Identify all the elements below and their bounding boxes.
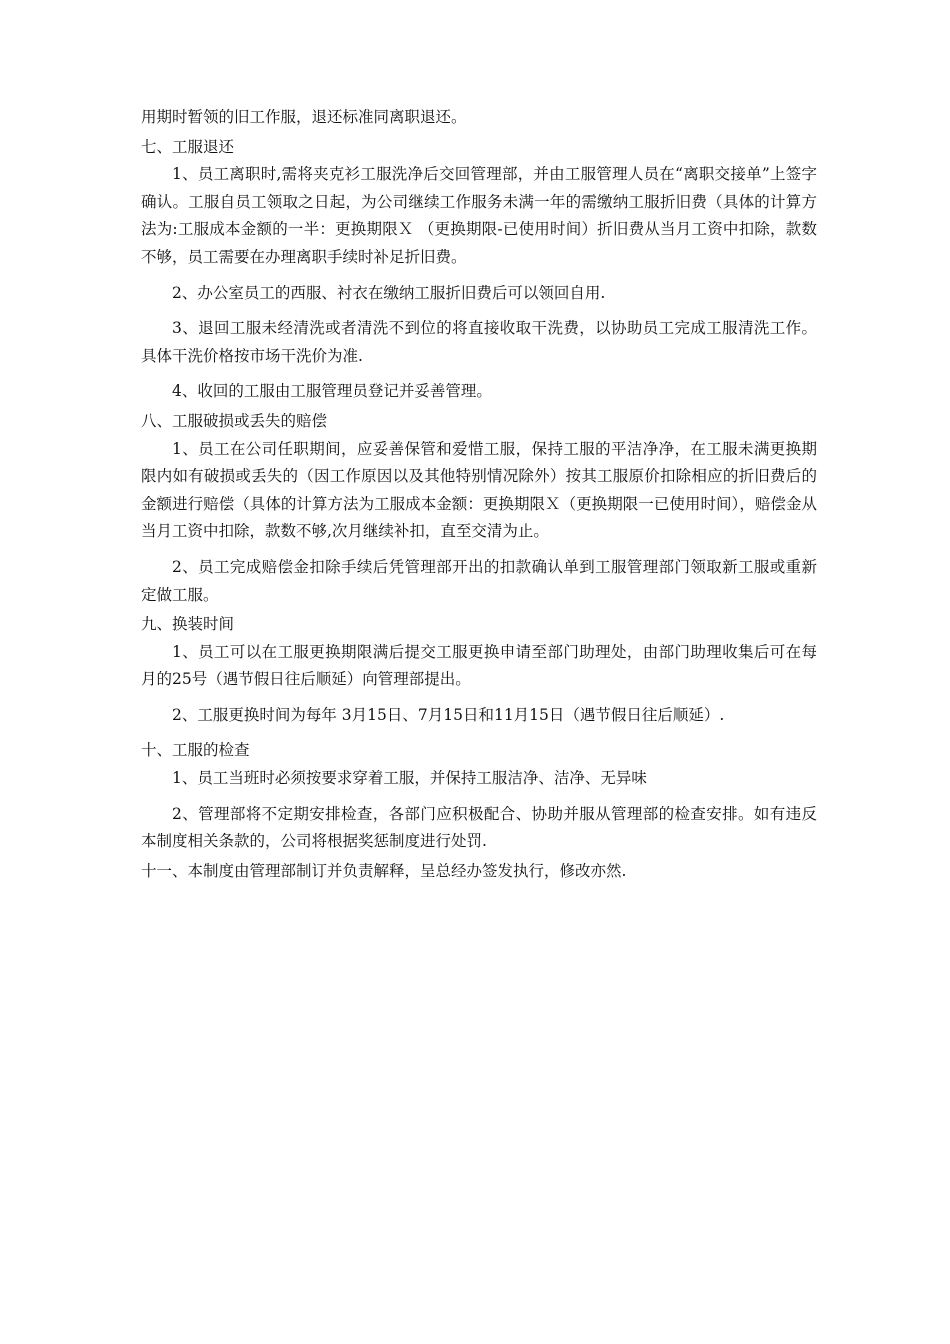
paragraph-7-4: 4、收回的工服由工服管理员登记并妥善管理。 [172,382,492,401]
paragraph-7-2: 2、办公室员工的西服、衬衣在缴纳工服折旧费后可以领回自用. [172,283,606,302]
section-heading-7: 七、工服退还 [141,137,235,156]
paragraph-continuation: 用期时暂领的旧工作服，退还标准同离职退还。 [141,108,467,126]
paragraph-8-2: 2、员工完成赔偿金扣除手续后凭管理部开出的扣款确认单到工服管理部门领取新工服或重新定做工服。 [141,557,817,604]
section-heading-10: 十、工服的检查 [141,741,250,760]
section-heading-8: 八、工服破损或丢失的赔偿 [141,411,328,430]
section-heading-11: 十一、本制度由管理部制订并负责解释，呈总经办签发执行，修改亦然. [141,861,627,880]
paragraph-10-1: 1、员工当班时必须按要求穿着工服，并保持工服洁净、洁净、无异味 [172,769,647,788]
paragraph-7-1: 1、员工离职时,需将夹克衫工服洗净后交回管理部，并由工服管理人员在“离职交接单”上签字确认。工服自员工领取之日起，为公司继续工作服务未满一年的需缴纳工服折旧费（具体的计算方法为:工服成本金额的一半：更换期限Ｘ （更换期限-已使用时间）折旧费从当月工资中扣除，款数不够，员工需要在办理离职手续时补足折旧费。 [141,165,817,266]
document-body [141,104,817,885]
paragraph-7-3: 3、退回工服未经清洗或者清洗不到位的将直接收取干洗费，以协助员工完成工服清洗工作。具体干洗价格按市场干洗价为准. [141,319,817,365]
paragraph-9-1: 1、员工可以在工服更换期限满后提交工服更换申请至部门助理处，由部门助理收集后可在每月的25号（遇节假日往后顺延）向管理部提出。 [141,642,817,689]
paragraph-10-2: 2、管理部将不定期安排检查，各部门应积极配合、协助并服从管理部的检查安排。如有违反本制度相关条款的，公司将根据奖惩制度进行处罚. [141,804,817,851]
section-heading-9: 九、换装时间 [141,615,235,634]
paragraph-9-2: 2、工服更换时间为每年 3月15日、7月15日和11月15日（遇节假日往后顺延）. [172,705,725,724]
paragraph-8-1: 1、员工在公司任职期间，应妥善保管和爱惜工服，保持工服的平洁净净，在工服未满更换期限内如有破损或丢失的（因工作原因以及其他特别情况除外）按其工服原价扣除相应的折旧费后的金额进行赔偿（具体的计算方法为工服成本金额：更换期限Ｘ（更换期限一已使用时间），赔偿金从当月工资中扣除，款数不够,次月继续补扣，直至交清为止。 [141,439,817,541]
